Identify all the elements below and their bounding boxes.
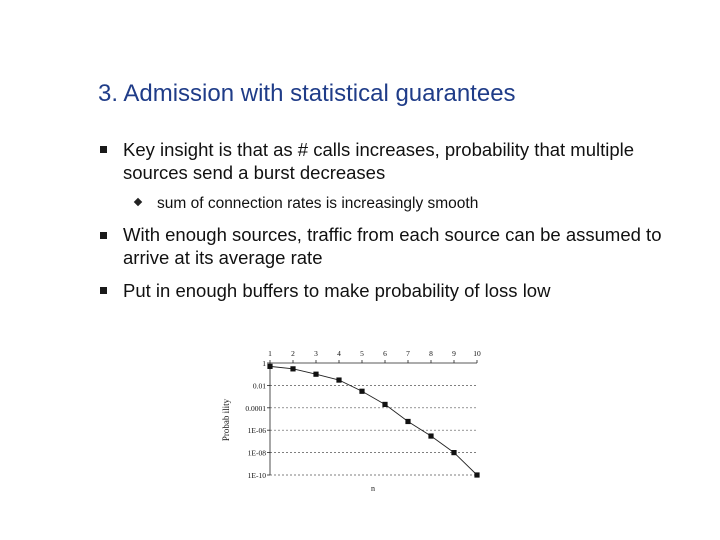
data-markers bbox=[267, 364, 479, 478]
bullet-text: With enough sources, traffic from each source can be assumed to arrive at its average rate bbox=[123, 224, 662, 268]
x-tick-label: 3 bbox=[314, 349, 318, 358]
y-axis-title: Probab ility bbox=[221, 398, 231, 442]
sub-bullet-marker bbox=[134, 198, 142, 206]
y-tick-label: 0.0001 bbox=[245, 403, 266, 413]
y-tick-label: 1E-10 bbox=[247, 471, 266, 480]
bullet-marker bbox=[100, 232, 107, 239]
bullet-marker bbox=[100, 146, 107, 153]
sub-bullet-text: sum of connection rates is increasingly smooth bbox=[157, 195, 479, 212]
data-point bbox=[336, 377, 341, 382]
x-tick-label: 2 bbox=[291, 349, 295, 358]
bullet-text: Put in enough buffers to make probability of loss low bbox=[123, 280, 551, 301]
data-point bbox=[267, 364, 272, 369]
slide-title: 3. Admission with statistical guarantees bbox=[98, 80, 516, 107]
y-tick-label: 1 bbox=[262, 359, 266, 368]
y-tick-label: 1E-06 bbox=[247, 426, 266, 436]
x-tick-label: 7 bbox=[406, 349, 410, 358]
x-tick-label: 5 bbox=[360, 349, 364, 358]
bullet-marker bbox=[100, 287, 107, 294]
x-tick-label: 1 bbox=[268, 349, 272, 358]
data-point bbox=[405, 419, 410, 424]
x-tick-label: 8 bbox=[429, 349, 433, 358]
data-line bbox=[270, 366, 477, 475]
data-point bbox=[382, 402, 387, 407]
gridlines bbox=[270, 385, 477, 475]
probability-chart bbox=[215, 340, 505, 500]
x-tick-label: 9 bbox=[452, 349, 456, 358]
data-point bbox=[290, 366, 295, 371]
axes bbox=[267, 360, 477, 475]
x-tick-label: 10 bbox=[473, 349, 481, 358]
data-point bbox=[428, 433, 433, 438]
data-point bbox=[474, 472, 479, 477]
y-tick-label: 1E-08 bbox=[247, 448, 266, 458]
x-tick-label: 4 bbox=[337, 349, 341, 358]
bullet-text: Key insight is that as # calls increases, probability that multiple sources send a burst decreases bbox=[123, 139, 635, 183]
data-point bbox=[451, 450, 456, 455]
data-point bbox=[313, 372, 318, 377]
y-tick-label: 0.01 bbox=[252, 381, 266, 391]
data-point bbox=[359, 389, 364, 394]
tick-labels bbox=[245, 349, 481, 480]
series-line bbox=[270, 366, 477, 475]
x-tick-label: 6 bbox=[383, 349, 387, 358]
x-axis-title: n bbox=[371, 484, 375, 493]
